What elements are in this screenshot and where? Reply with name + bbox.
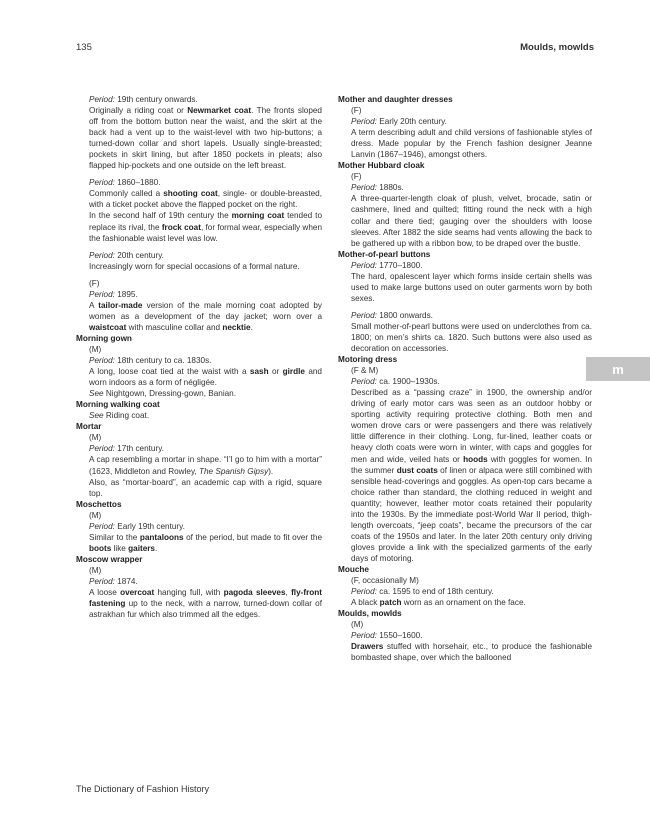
cross-reference-term: girdle <box>282 367 305 377</box>
entry-headword: Moscow wrapper <box>76 554 143 564</box>
italic-label: Period: <box>89 95 115 104</box>
entry-text: A term describing adult and child versions of fashionable styles of dress. Made popular by the French fashion designer Jeanne Lanvin (1867–1946), amongst others. <box>351 128 592 160</box>
cross-reference-term: waistcoat <box>89 322 127 332</box>
entry-text: Period: Early 20th century. <box>351 117 447 127</box>
italic-label: Period: <box>89 289 115 299</box>
cross-reference-term: overcoat <box>120 588 155 598</box>
entry-text: A three-quarter-length cloak of plush, velvet, brocade, satin or cashmere, lined and quilted; fitting round the neck with a high collar and there tied; gauging over the shoulders with loose sleeves. After 1882 the side seams had vents allowing the back to be gathered up with a ribbon bow, to be draped over the bustle. <box>351 194 592 248</box>
italic-label: The Spanish Gipsy <box>199 466 269 476</box>
entry-text: Period: Early 19th century. <box>89 521 185 531</box>
entry-text: Small mother-of-pearl buttons were used on underclothes from ca. 1800; on men’s shirts ca. 1820. Such buttons were also used as decoration on accessories. <box>351 321 592 354</box>
page-number: 135 <box>76 42 92 53</box>
entry-text: Period: 19th century onwards. <box>89 95 198 104</box>
italic-label: Period: <box>89 444 115 454</box>
entry-text: Period: 20th century. <box>89 250 164 260</box>
cross-reference-term: Newmarket coat <box>187 106 252 116</box>
entry-text: See Nightgown, Dressing-gown, Banian. <box>89 389 237 399</box>
entry-text: (M) <box>89 433 102 443</box>
entry-text: A cap resembling a mortar in shape. “I’l go to him with a mortar” (1623, Middleton and Rowley, The Spanish Gipsy). <box>89 455 322 476</box>
italic-label: Period: <box>89 356 115 366</box>
cross-reference-term: fly-front fastening <box>89 588 322 609</box>
italic-label: Period: <box>351 377 377 387</box>
entry-text: Increasingly worn for special occasions of a formal nature. <box>89 261 300 271</box>
entry-text: (F & M) <box>351 366 379 376</box>
italic-label: See <box>89 389 104 399</box>
cross-reference-term: gaiters <box>128 543 155 553</box>
cross-reference-term: pantaloons <box>139 532 184 542</box>
entry-text: Period: 17th century. <box>89 444 164 454</box>
entry-text: Also, as “mortar-board”, an academic cap with a rigid, square top. <box>89 477 322 498</box>
italic-label: Period: <box>351 631 377 641</box>
entry-text: A black patch worn as an ornament on the face. <box>351 598 526 608</box>
entry-text: Period: 18th century to ca. 1830s. <box>89 356 212 366</box>
entry-text: (M) <box>89 565 102 575</box>
right-column <box>338 94 592 663</box>
italic-label: Period: <box>89 576 115 586</box>
italic-label: Period: <box>89 521 115 531</box>
italic-label: See <box>89 411 104 421</box>
entry-text: A long, loose coat tied at the waist with a sash or girdle and worn indoors as a form of négligée. <box>89 367 322 388</box>
entry-headword: Mouche <box>338 564 369 574</box>
italic-label: Period: <box>351 183 377 193</box>
italic-label: Period: <box>351 260 377 270</box>
entry-text: Period: 1550–1600. <box>351 631 423 641</box>
entry-headword: Mother and daughter dresses <box>338 95 453 104</box>
entry-headword: Morning gown <box>76 333 132 343</box>
entry-text: (M) <box>89 344 102 354</box>
entry-text: (F) <box>351 172 362 182</box>
entry-text: Period: 1874. <box>89 576 138 586</box>
entry-text: Period: 1800 onwards. <box>351 310 433 320</box>
entry-text: Period: 1880s. <box>351 183 404 193</box>
italic-label: Period: <box>351 310 377 320</box>
entry-text: Originally a riding coat or Newmarket coat. The fronts sloped off from the bottom button near the waist, and the skirt at the back had a vent up to the waist-level with two hip-buttons; a turned-down collar and short lapels. Usually single-breasted; pockets in skirt lining, but after 1850 pockets in pleats; also flapped hip-pockets and one outside on the left breast. <box>89 106 322 171</box>
cross-reference-term: dust coats <box>396 465 438 475</box>
entry-headword: Moulds, mowlds <box>338 609 402 619</box>
cross-reference-term: morning coat <box>231 211 285 221</box>
entry-headword: Motoring dress <box>338 355 398 365</box>
cross-reference-term: shooting coat <box>163 189 218 199</box>
entry-text: (F) <box>89 278 100 288</box>
cross-reference-term: necktie <box>222 322 251 332</box>
entry-text: Period: ca. 1595 to end of 18th century. <box>351 587 494 597</box>
entry-text: A tailor-made version of the male morning coat adopted by women as a development of the day jacket; worn over a waistcoat with masculine collar and necktie. <box>89 300 322 332</box>
cross-reference-term: frock coat <box>161 222 201 232</box>
entry-headword: Moschettos <box>76 499 122 509</box>
entry-text: (F) <box>351 106 362 116</box>
cross-reference-term: hoods <box>463 454 488 464</box>
entry-text: (F, occasionally M) <box>351 576 419 586</box>
entry-text: Period: ca. 1900–1930s. <box>351 377 440 387</box>
running-head: Moulds, mowlds <box>520 42 594 53</box>
left-column <box>76 94 322 620</box>
cross-reference-term: Drawers <box>351 642 384 652</box>
entry-text: (M) <box>351 620 364 630</box>
entry-text: In the second half of 19th century the morning coat tended to replace its rival, the frock coat, for formal wear, especially when the fashionable waist level was low. <box>89 211 322 243</box>
entry-text: Period: 1860–1880. <box>89 178 161 188</box>
entry-headword: Morning walking coat <box>76 400 160 410</box>
entry-text: Drawers stuffed with horsehair, etc., to produce the fashionable bombasted shape, over which the ballooned <box>351 642 592 663</box>
entry-headword: Mortar <box>76 422 102 432</box>
entry-text: Similar to the pantaloons of the period, but made to fit over the boots like gaiters. <box>89 532 322 553</box>
cross-reference-term: pagoda sleeves <box>223 588 286 598</box>
entry-text: (M) <box>89 510 102 520</box>
entry-text: A loose overcoat hanging full, with pagoda sleeves, fly-front fastening up to the neck, with a narrow, turned-down collar of astrakhan fur which also trimmed all the edges. <box>89 588 322 620</box>
cross-reference-term: tailor-made <box>98 300 143 310</box>
entry-text: See Riding coat. <box>89 411 150 421</box>
entry-text: Period: 1895. <box>89 289 138 299</box>
italic-label: Period: <box>89 250 115 260</box>
italic-label: Period: <box>351 117 377 127</box>
thumb-index-tab: m <box>586 357 650 381</box>
cross-reference-term: sash <box>249 367 269 377</box>
entry-headword: Mother Hubbard cloak <box>338 161 425 171</box>
entry-text: The hard, opalescent layer which forms inside certain shells was used to make large buttons used on outer garments worn by both sexes. <box>351 271 592 303</box>
cross-reference-term: boots <box>89 543 112 553</box>
entry-text: Period: 1770–1800. <box>351 260 423 270</box>
italic-label: Period: <box>89 178 115 188</box>
entry-text: Described as a “passing craze” in 1900, the ownership and/or driving of early motor cars was seen as an outdoor hobby or sporting activity requiring protective clothing. Both men and women drove cars or were passengers and there was relatively little difference in their clothing. Long, fur-lined, leather coats or heavy cloth coats were worn in winter, with caps and goggles for men and wide, veiled hats or hoods with goggles for women. In the summer dust coats of linen or alpaca were still combined with sensible head-coverings and goggles. As open-top cars became a choice rather than standard, the clothing reduced in weight and quantity; however, leather motor coats retained their popularity into the 1930s. By the immediate post-World War II period, thigh-length overcoats, “jeep coats”, became the precursors of the car coats of the 1950s and later. In the later 20th century only driving gloves provide a link with the specialized garments of the early days of motoring. <box>351 388 593 563</box>
entry-headword: Mother-of-pearl buttons <box>338 249 431 259</box>
entry-text: Commonly called a shooting coat, single- or double-breasted, with a ticket pocket above the flapped pocket on the right. <box>89 189 322 210</box>
cross-reference-term: patch <box>379 598 402 608</box>
italic-label: Period: <box>351 587 377 597</box>
footer-title: The Dictionary of Fashion History <box>76 784 210 794</box>
